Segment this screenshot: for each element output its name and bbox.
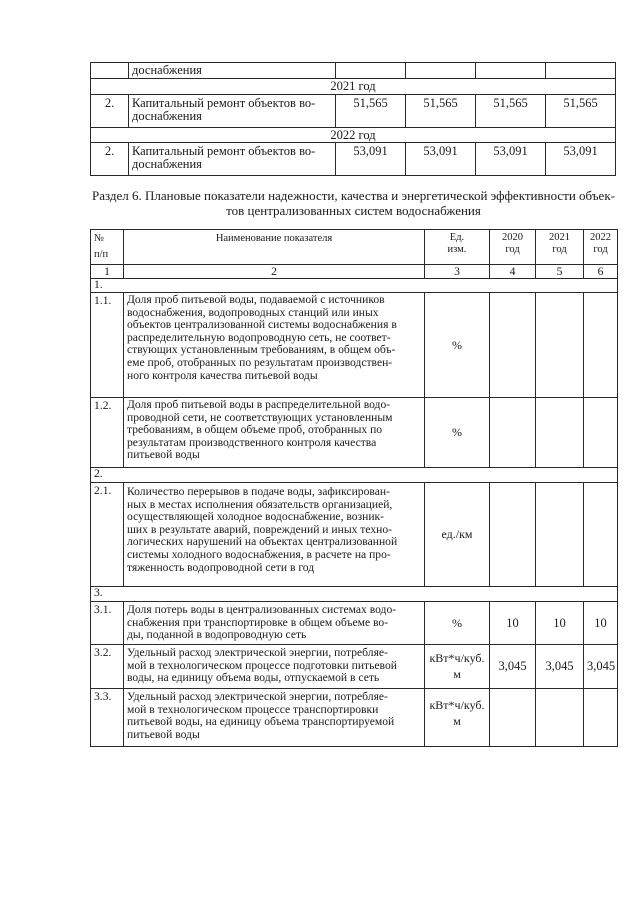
group-number: 1. (91, 279, 618, 293)
unit-cell (425, 645, 490, 689)
group-row (91, 468, 618, 483)
indicator-line: логических нарушений на объектах централизованной (127, 535, 398, 549)
header-year-line: 2021 (549, 232, 570, 243)
table-row (91, 95, 616, 128)
header-year-2022 (584, 230, 618, 265)
indicator-line: мой в технологическом процессе транспортировки (127, 702, 379, 716)
value-cell: 53,091 (476, 143, 546, 176)
indicator-line: водоснабжения, водопроводных станций или иных (127, 305, 379, 319)
header-year-line: год (552, 244, 567, 255)
value-2020 (490, 398, 536, 468)
value-cell: 51,565 (406, 95, 476, 128)
header-year-line: год (505, 244, 520, 255)
indicator-name (124, 293, 425, 398)
header-no-line: № (94, 233, 105, 244)
value-2021 (536, 398, 584, 468)
header-no-line: п/п (94, 249, 109, 260)
header-year-line: год (593, 244, 608, 255)
value-2022: 10 (584, 602, 618, 645)
indicator-line: ших в результате аварий, повреждений и иных техно- (127, 522, 393, 536)
indicator-line: еме проб, отобранных по результатам производствен- (127, 355, 393, 369)
value-cell: 51,565 (336, 95, 406, 128)
value-cell: 51,565 (476, 95, 546, 128)
unit-line: м (453, 667, 461, 681)
row-number: 2. (91, 95, 129, 128)
group-number: 3. (91, 587, 618, 602)
section-heading (86, 188, 621, 218)
indicator-line: требованиям, в общем объеме проб, отобранных по (127, 423, 383, 437)
indicator-row (91, 689, 618, 747)
indicator-line: ды, поданной в водопроводную сеть (127, 628, 307, 642)
row-number: 3.3. (91, 689, 124, 747)
column-index: 1 (91, 265, 124, 279)
indicator-row (91, 483, 618, 587)
column-index: 6 (584, 265, 618, 279)
value-2020 (490, 689, 536, 747)
indicator-line: ного контроля качества питьевой воды (127, 368, 318, 382)
row-name-line: доснабжения (132, 109, 202, 123)
indicator-line: Удельный расход электрической энергии, потребляе- (127, 646, 388, 659)
indicator-line: Доля проб питьевой воды в распределительной водо- (127, 398, 391, 411)
value-2020 (490, 483, 536, 587)
indicator-line: питьевой воды (127, 448, 200, 462)
indicator-row (91, 293, 618, 398)
value-2022 (584, 483, 618, 587)
value-2022 (584, 398, 618, 468)
indicator-line: снабжения при транспортировке в общем объеме во- (127, 615, 389, 629)
header-unit-line: изм. (447, 244, 467, 255)
row-name-line: Капитальный ремонт объектов во- (132, 96, 316, 110)
header-year-2021 (536, 230, 584, 265)
value-cell: 53,091 (406, 143, 476, 176)
unit-cell: ед./км (425, 483, 490, 587)
indicators-table (90, 229, 618, 747)
year-row (91, 128, 616, 143)
indicator-row (91, 645, 618, 689)
indicator-line: проводной сети, не соответствующих установленным (127, 410, 393, 424)
year-label: 2022 год (91, 128, 616, 143)
row-number: 3.1. (91, 602, 124, 645)
capital-repair-table (90, 62, 616, 176)
header-year-2020 (490, 230, 536, 265)
column-index: 4 (490, 265, 536, 279)
value-2021: 3,045 (536, 645, 584, 689)
indicator-name (124, 645, 425, 689)
section-title-line: тов централизованных систем водоснабжения (226, 203, 481, 218)
year-label: 2021 год (91, 79, 616, 95)
value-cell: 51,565 (546, 95, 616, 128)
header-year-line: 2020 (502, 232, 523, 243)
row-number: 1.1. (91, 293, 124, 398)
value-cell: 53,091 (546, 143, 616, 176)
indicator-line: ных в местах исполнения обязательств организацией, (127, 497, 393, 511)
unit-line: м (453, 714, 461, 728)
column-index: 5 (536, 265, 584, 279)
header-year-line: 2022 (590, 232, 611, 243)
indicator-line: Доля потерь воды в централизованных системах водо- (127, 603, 397, 616)
column-index: 2 (124, 265, 425, 279)
value-2022 (584, 293, 618, 398)
value-2022: 3,045 (584, 645, 618, 689)
value-2021 (536, 689, 584, 747)
row-number: 3.2. (91, 645, 124, 689)
indicator-line: тяженность водопроводной сети в год (127, 560, 315, 574)
row-name-line: доснабжения (132, 157, 202, 171)
column-index: 3 (425, 265, 490, 279)
unit-cell: % (425, 398, 490, 468)
value-cell: 53,091 (336, 143, 406, 176)
group-number: 2. (91, 468, 618, 483)
row-name (129, 143, 336, 176)
indicator-line: результатам производственного контроля качества (127, 435, 377, 449)
group-row (91, 279, 618, 293)
value-2022 (584, 689, 618, 747)
indicator-line: системы холодного водоснабжения, в расчете на про- (127, 547, 391, 561)
indicator-row (91, 602, 618, 645)
indicator-name (124, 602, 425, 645)
indicator-line: Количество перерывов в подаче воды, зафиксирован- (127, 485, 390, 498)
row-name (129, 95, 336, 128)
value-2021: 10 (536, 602, 584, 645)
indicator-row (91, 398, 618, 468)
value-2020: 3,045 (490, 645, 536, 689)
indicator-line: объектов централизованной системы водоснабжения в (127, 318, 397, 332)
indicator-line: питьевой воды, на единицу объема транспортируемой (127, 715, 395, 729)
indicator-line: питьевой воды (127, 727, 200, 741)
header-no (91, 230, 124, 265)
indicator-line: Удельный расход электрической энергии, потребляе- (127, 690, 388, 703)
group-row (91, 587, 618, 602)
row-number: 2. (91, 143, 129, 176)
value-2021 (536, 483, 584, 587)
indicator-name (124, 483, 425, 587)
header-row (91, 230, 618, 265)
header-unit (425, 230, 490, 265)
indicator-line: распределительную водопроводную сеть, не соответ- (127, 330, 391, 344)
indicator-line: осуществляющей холодное водоснабжение, возник- (127, 510, 385, 524)
section-title-line: Раздел 6. Плановые показатели надежности, качества и энергетической эффективности объек- (92, 188, 615, 203)
year-row (91, 79, 616, 95)
row-number: 1.2. (91, 398, 124, 468)
table-row (91, 63, 616, 79)
table-row (91, 143, 616, 176)
header-name: Наименование показателя (124, 230, 425, 265)
column-index-row (91, 265, 618, 279)
indicator-name (124, 398, 425, 468)
row-number: 2.1. (91, 483, 124, 587)
indicator-line: воды, на единицу объема воды, отпускаемой в сеть (127, 671, 380, 685)
indicator-line: ствующих установленным требованиям, в общем объ- (127, 343, 396, 357)
row-name-fragment: доснабжения (129, 63, 336, 79)
header-unit-line: Ед. (449, 232, 465, 243)
unit-line: кВт*ч/куб. (429, 651, 485, 665)
value-2020 (490, 293, 536, 398)
unit-cell: % (425, 602, 490, 645)
unit-line: кВт*ч/куб. (429, 698, 485, 712)
row-name-line: Капитальный ремонт объектов во- (132, 144, 316, 158)
indicator-name (124, 689, 425, 747)
value-2021 (536, 293, 584, 398)
indicator-line: Доля проб питьевой воды, подаваемой с источников (127, 293, 385, 306)
unit-cell: % (425, 293, 490, 398)
value-2020: 10 (490, 602, 536, 645)
indicator-line: мой в технологическом процессе подготовки питьевой (127, 658, 397, 672)
unit-cell (425, 689, 490, 747)
